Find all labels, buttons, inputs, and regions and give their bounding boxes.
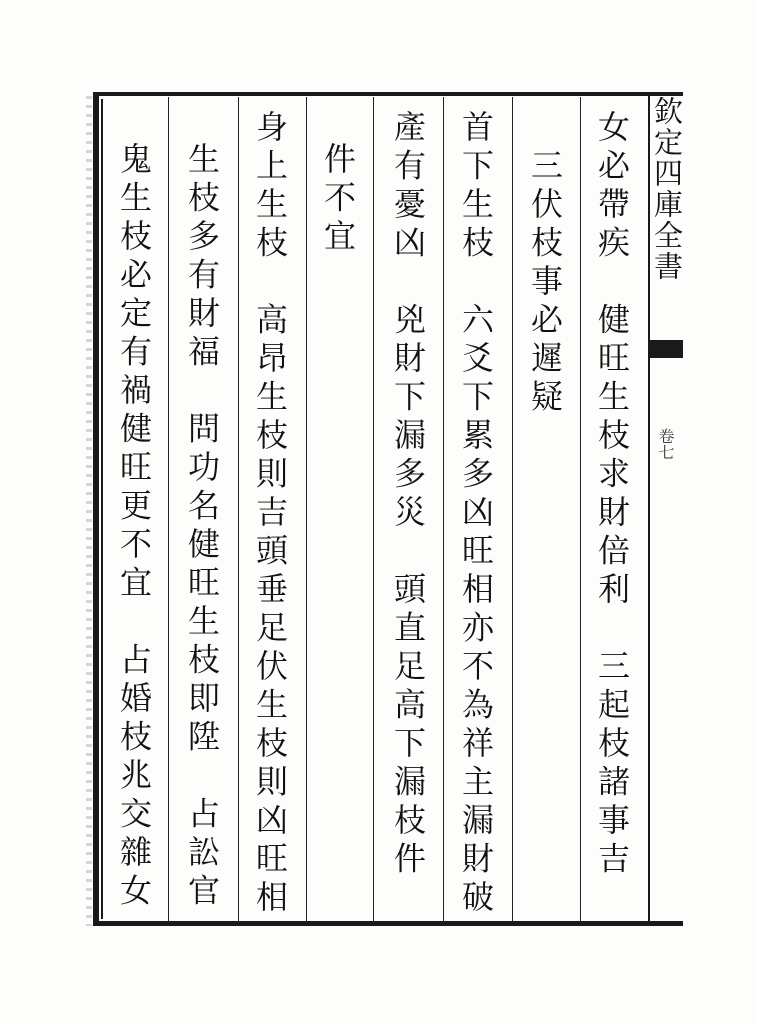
frame-inner-line <box>101 99 103 919</box>
text-column-3: 首下生枝 六爻下累多凶旺相亦不為祥主漏財破 <box>457 110 495 919</box>
page-edge-texture <box>86 96 92 926</box>
column-rule <box>580 97 581 922</box>
text-column-1: 女必帶疾 健旺生枝求財倍利 三起枝諸事吉 <box>593 110 631 880</box>
text-column-6: 身上生枝 高昂生枝則吉頭垂足伏生枝則凶旺相 <box>251 110 289 919</box>
column-rule <box>306 97 307 922</box>
text-column-5: 件不宜 <box>319 142 357 258</box>
text-column-4: 產有憂凶 兇財下漏多災 頭直足高下漏枝件 <box>389 110 427 880</box>
column-rule <box>168 97 169 922</box>
text-column-7: 生枝多有財福 問功名健旺生枝即陞 占訟官 <box>183 142 221 912</box>
juan-number: 卷七 <box>656 428 675 460</box>
fishtail-mark <box>650 340 683 358</box>
column-rule <box>373 97 374 922</box>
column-rule <box>512 97 513 922</box>
text-column-8: 鬼生枝必定有禍健旺更不宜 占婚枝兆交雜女 <box>115 142 153 912</box>
text-column-2: 三伏枝事必遲疑 <box>526 110 564 418</box>
margin-title: 欽定四庫全書 <box>650 96 684 282</box>
column-rule <box>238 97 239 922</box>
column-rule <box>443 97 444 922</box>
